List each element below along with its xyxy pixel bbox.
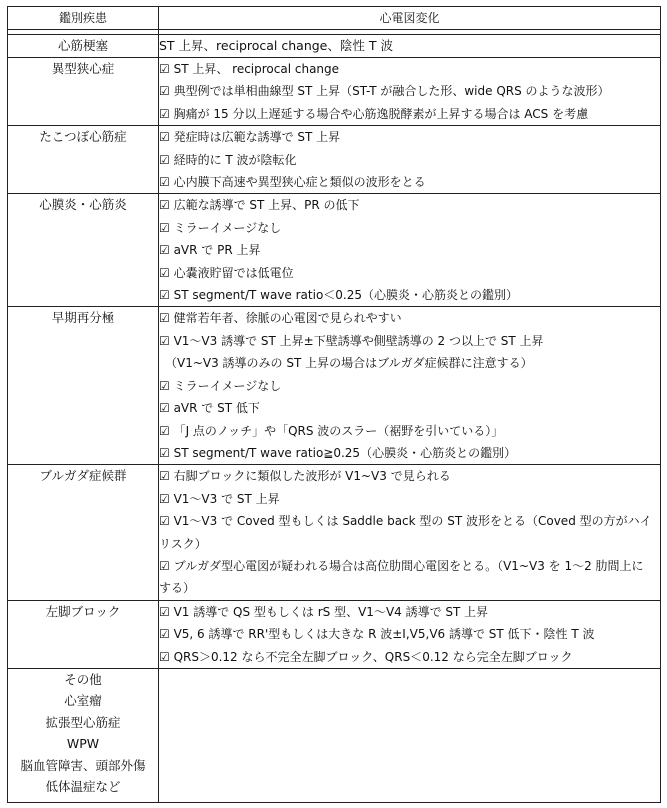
ecg-point: ☑ 広範な誘導で ST 上昇、PR の低下 [159, 198, 360, 213]
other-disease: 拡張型心筋症 [45, 714, 121, 730]
ecg-point: ☑ 心内膜下高速や異型狭心症と類似の波形をとる [159, 175, 426, 190]
differential-diagnosis-table [7, 6, 661, 803]
ecg-point: ☑ V1～V3 で ST 上昇 [159, 491, 280, 506]
header-ecg-change: 心電図変化 [159, 7, 661, 30]
disease-name: 左脚ブロック [8, 600, 159, 668]
ecg-points [159, 58, 661, 126]
table-row [8, 600, 661, 668]
empty-cell [159, 668, 661, 802]
ecg-point: ☑ 典型例では単相曲線型 ST 上昇（ST-T が融合した形、wide QRS のような波形） [159, 84, 610, 99]
disease-name: 早期再分極 [8, 307, 159, 465]
ecg-point: ☑ 心嚢液貯留では低電位 [159, 265, 294, 280]
other-diseases-list [8, 668, 159, 802]
ecg-point: ☑ ミラーイメージなし [159, 378, 282, 393]
table-row [8, 465, 661, 600]
ecg-point: ☑ aVR で ST 低下 [159, 401, 260, 416]
table-row [8, 307, 661, 465]
table-row [8, 194, 661, 307]
table-header-row [8, 7, 661, 30]
ecg-point: ☑ ST segment/T wave ratio≧0.25（心膜炎・心筋炎との鑑別） [159, 445, 517, 460]
table-row [8, 126, 661, 194]
ecg-point: ☑ aVR で PR 上昇 [159, 243, 261, 258]
ecg-point: ☑ V5, 6 誘導で RR'型もしくは大きな R 波±Ⅰ,V5,V6 誘導で ST 低下・陰性 T 波 [159, 627, 595, 642]
disease-name: ブルガダ症候群 [8, 465, 159, 600]
ecg-point: ☑ 「J 点のノッチ」や「QRS 波のスラー（裾野を引いている）」 [159, 423, 504, 438]
ecg-points [159, 126, 661, 194]
ecg-point: ☑ ST segment/T wave ratio＜0.25（心膜炎・心筋炎との鑑別） [159, 288, 519, 303]
ecg-points [159, 465, 661, 600]
ecg-point: ☑ 経時的に T 波が陰転化 [159, 152, 297, 167]
table-row [8, 668, 661, 802]
ecg-point: ☑ 健常若年者、徐脈の心電図で見られやすい [159, 311, 402, 326]
disease-name: 心膜炎・心筋炎 [8, 194, 159, 307]
disease-name: 心筋梗塞 [8, 35, 159, 58]
ecg-point: ☑ V1～V3 誘導で ST 上昇±下壁誘導や側壁誘導の 2 つ以上で ST 上昇 [159, 333, 544, 348]
table-row [8, 35, 661, 58]
ecg-point: ☑ ST 上昇、 reciprocal change [159, 62, 340, 76]
header-disease: 鑑別疾患 [8, 7, 159, 30]
ecg-summary: ST 上昇、reciprocal change、陰性 T 波 [159, 35, 661, 58]
other-disease: WPW [66, 736, 100, 752]
ecg-points [159, 600, 661, 668]
ecg-point: ☑ V1～V3 で Coved 型もしくは Saddle back 型の ST 波形をとる（Coved 型の方がハイリスク） [159, 514, 652, 551]
ecg-point: ☑ ブルガダ型心電図が疑われる場合は高位肋間心電図をとる。（V1~V3 を 1～2 肋間上にする） [159, 558, 644, 596]
ecg-point-note: （V1~V3 誘導のみの ST 上昇の場合はブルガダ症候群に注意する） [165, 356, 533, 371]
other-disease: 心室瘤 [64, 693, 102, 709]
table-row [8, 58, 661, 126]
other-disease: 脳血管障害、頭部外傷 [20, 757, 146, 773]
ecg-point: ☑ V1 誘導で QS 型もしくは rS 型、V1～V4 誘導で ST 上昇 [159, 604, 489, 619]
ecg-points [159, 307, 661, 465]
ecg-points [159, 194, 661, 307]
ecg-point: ☑ 胸痛が 15 分以上遅延する場合や心筋逸脱酵素が上昇する場合は ACS を考慮 [159, 106, 589, 121]
other-disease: 低体温症など [45, 779, 121, 795]
ecg-point: ☑ ミラーイメージなし [159, 220, 282, 235]
disease-name: たこつぼ心筋症 [8, 126, 159, 194]
disease-name: 異型狭心症 [8, 58, 159, 126]
other-disease: その他 [64, 671, 102, 687]
ecg-point: ☑ 右脚ブロックに類似した波形が V1~V3 で見られる [159, 469, 451, 484]
ecg-point: ☑ 発症時は広範な誘導で ST 上昇 [159, 130, 341, 145]
ecg-point: ☑ QRS＞0.12 なら不完全左脚ブロック、QRS＜0.12 なら完全左脚ブロック [159, 649, 573, 664]
